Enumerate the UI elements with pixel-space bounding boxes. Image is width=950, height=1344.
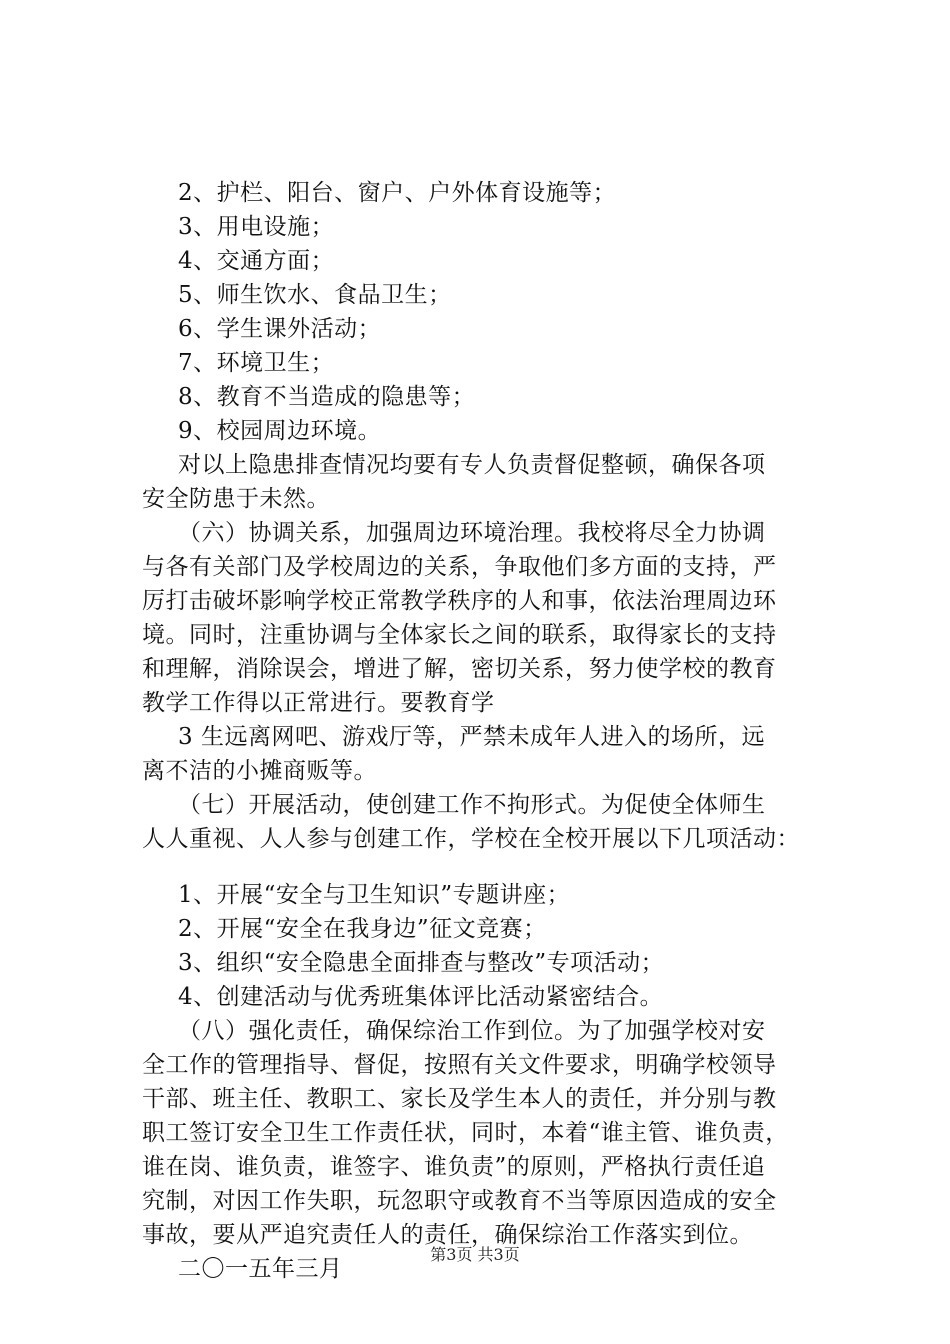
paragraph-line: 和理解，消除误会，增进了解，密切关系，努力使学校的教育 xyxy=(142,656,777,682)
paragraph-hazard-summary xyxy=(142,448,842,516)
list-item: 3、用电设施； xyxy=(178,214,335,240)
hazard-list xyxy=(142,176,842,448)
document-date: 二〇一五年三月 xyxy=(178,1256,343,1282)
list-item: 7、环境卫生； xyxy=(178,350,335,376)
list-item: 8、教育不当造成的隐患等； xyxy=(178,384,476,410)
paragraph-line: （七）开展活动，使创建工作不拘形式。为促使全体师生 xyxy=(178,792,766,818)
list-item: 1、开展“安全与卫生知识”专题讲座； xyxy=(178,882,571,908)
paragraph-line: 对以上隐患排查情况均要有专人负责督促整顿，确保各项 xyxy=(178,452,766,478)
paragraph-line: 人人重视、人人参与创建工作，学校在全校开展以下几项活动： xyxy=(142,826,800,852)
paragraph-section-7 xyxy=(142,788,842,856)
paragraph-line: 与各有关部门及学校周边的关系，争取他们多方面的支持，严 xyxy=(142,554,777,580)
spacer xyxy=(142,856,842,878)
list-item: 4、创建活动与优秀班集体评比活动紧密结合。 xyxy=(178,984,664,1010)
paragraph-continuation xyxy=(142,720,842,788)
document-body xyxy=(142,176,842,1286)
paragraph-line: 究制，对因工作失职，玩忽职守或教育不当等原因造成的安全 xyxy=(142,1188,777,1214)
paragraph-line: （八）强化责任，确保综治工作到位。为了加强学校对安 xyxy=(178,1018,766,1044)
paragraph-line: 谁在岗、谁负责，谁签字、谁负责”的原则，严格执行责任追 xyxy=(142,1154,766,1180)
paragraph-line: 事故，要从严追究责任人的责任，确保综治工作落实到位。 xyxy=(142,1222,753,1248)
page-footer xyxy=(0,1245,950,1265)
paragraph-line: 境。同时，注重协调与全体家长之间的联系，取得家长的支持 xyxy=(142,622,777,648)
list-item: 2、开展“安全在我身边”征文竞赛； xyxy=(178,916,547,942)
page-number: 第3页 共3页 xyxy=(430,1245,520,1264)
paragraph-section-6 xyxy=(142,516,842,720)
list-item: 3、组织“安全隐患全面排查与整改”专项活动； xyxy=(178,950,665,976)
list-item: 2、护栏、阳台、窗户、户外体育设施等； xyxy=(178,180,617,206)
paragraph-line: 职工签订安全卫生工作责任状，同时，本着“谁主管、谁负责， xyxy=(142,1120,789,1146)
paragraph-line: 离不洁的小摊商贩等。 xyxy=(142,758,377,784)
list-item: 5、师生饮水、食品卫生； xyxy=(178,282,452,308)
paragraph-line: 教学工作得以正常进行。要教育学 xyxy=(142,690,495,716)
activity-list xyxy=(142,878,842,1014)
paragraph-line: 全工作的管理指导、督促，按照有关文件要求，明确学校领导 xyxy=(142,1052,777,1078)
paragraph-line: 安全防患于未然。 xyxy=(142,486,330,512)
paragraph-line: 3 生远离网吧、游戏厅等，严禁未成年人进入的场所，远 xyxy=(178,724,765,750)
list-item: 9、校园周边环境。 xyxy=(178,418,382,444)
paragraph-section-8 xyxy=(142,1014,842,1252)
paragraph-line: 干部、班主任、教职工、家长及学生本人的责任，并分别与教 xyxy=(142,1086,777,1112)
paragraph-line: 厉打击破坏影响学校正常教学秩序的人和事，依法治理周边环 xyxy=(142,588,777,614)
paragraph-line: （六）协调关系，加强周边环境治理。我校将尽全力协调 xyxy=(178,520,766,546)
list-item: 6、学生课外活动； xyxy=(178,316,382,342)
list-item: 4、交通方面； xyxy=(178,248,335,274)
